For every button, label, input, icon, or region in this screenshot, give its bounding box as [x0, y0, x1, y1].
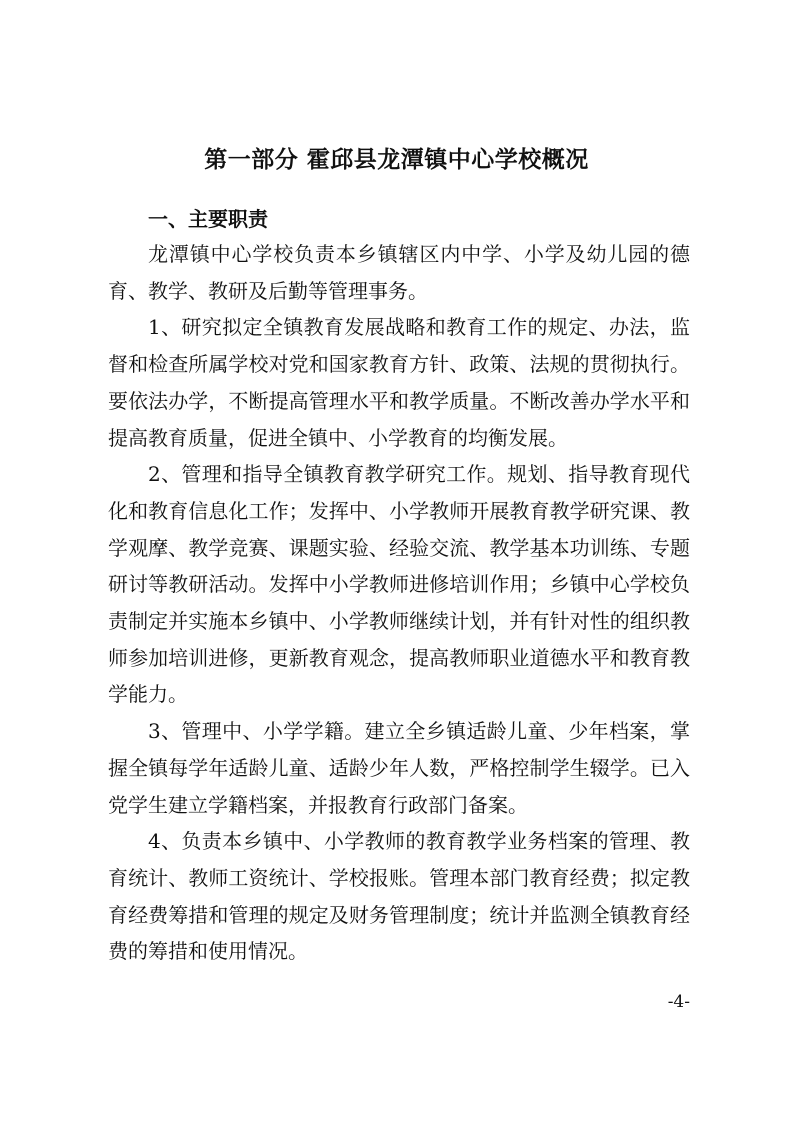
page-title: 第一部分 霍邱县龙潭镇中心学校概况 — [204, 147, 589, 173]
page-number: -4- — [667, 992, 690, 1012]
paragraph-duty-3: 3、管理中、小学学籍。建立全乡镇适龄儿童、少年档案，掌握全镇每学年适龄儿童、适龄少年人数，严格控制学生辍学。已入党学生建立学籍档案，并报教育行政部门备案。 — [108, 719, 690, 817]
section-heading: 一、主要职责 — [148, 207, 268, 231]
paragraph-intro: 龙潭镇中心学校负责本乡镇辖区内中学、小学及幼儿园的德育、教学、教研及后勤等管理事务。 — [108, 242, 690, 303]
paragraph-duty-2: 2、管理和指导全镇教育教学研究工作。规划、指导教育现代化和教育信息化工作；发挥中、小学教师开展教育教学研究课、教学观摩、教学竞赛、课题实验、经验交流、教学基本功训练、专题研讨等教研活动。发挥中小学教师进修培训作用；乡镇中心学校负责制定并实施本乡镇中、小学教师继续计划，并有针对性的组织教师参加培训进修，更新教育观念，提高教师职业道德水平和教育教学能力。 — [108, 462, 690, 707]
paragraph-duty-1: 1、研究拟定全镇教育发展战略和教育工作的规定、办法，监督和检查所属学校对党和国家教育方针、政策、法规的贯彻执行。要依法办学，不断提高管理水平和教学质量。不断改善办学水平和提高教育质量，促进全镇中、小学教育的均衡发展。 — [108, 315, 690, 450]
paragraph-duty-4: 4、负责本乡镇中、小学教师的教育教学业务档案的管理、教育统计、教师工资统计、学校报账。管理本部门教育经费；拟定教育经费筹措和管理的规定及财务管理制度；统计并监测全镇教育经费的筹措和使用情况。 — [108, 829, 690, 964]
body-text — [108, 236, 690, 970]
